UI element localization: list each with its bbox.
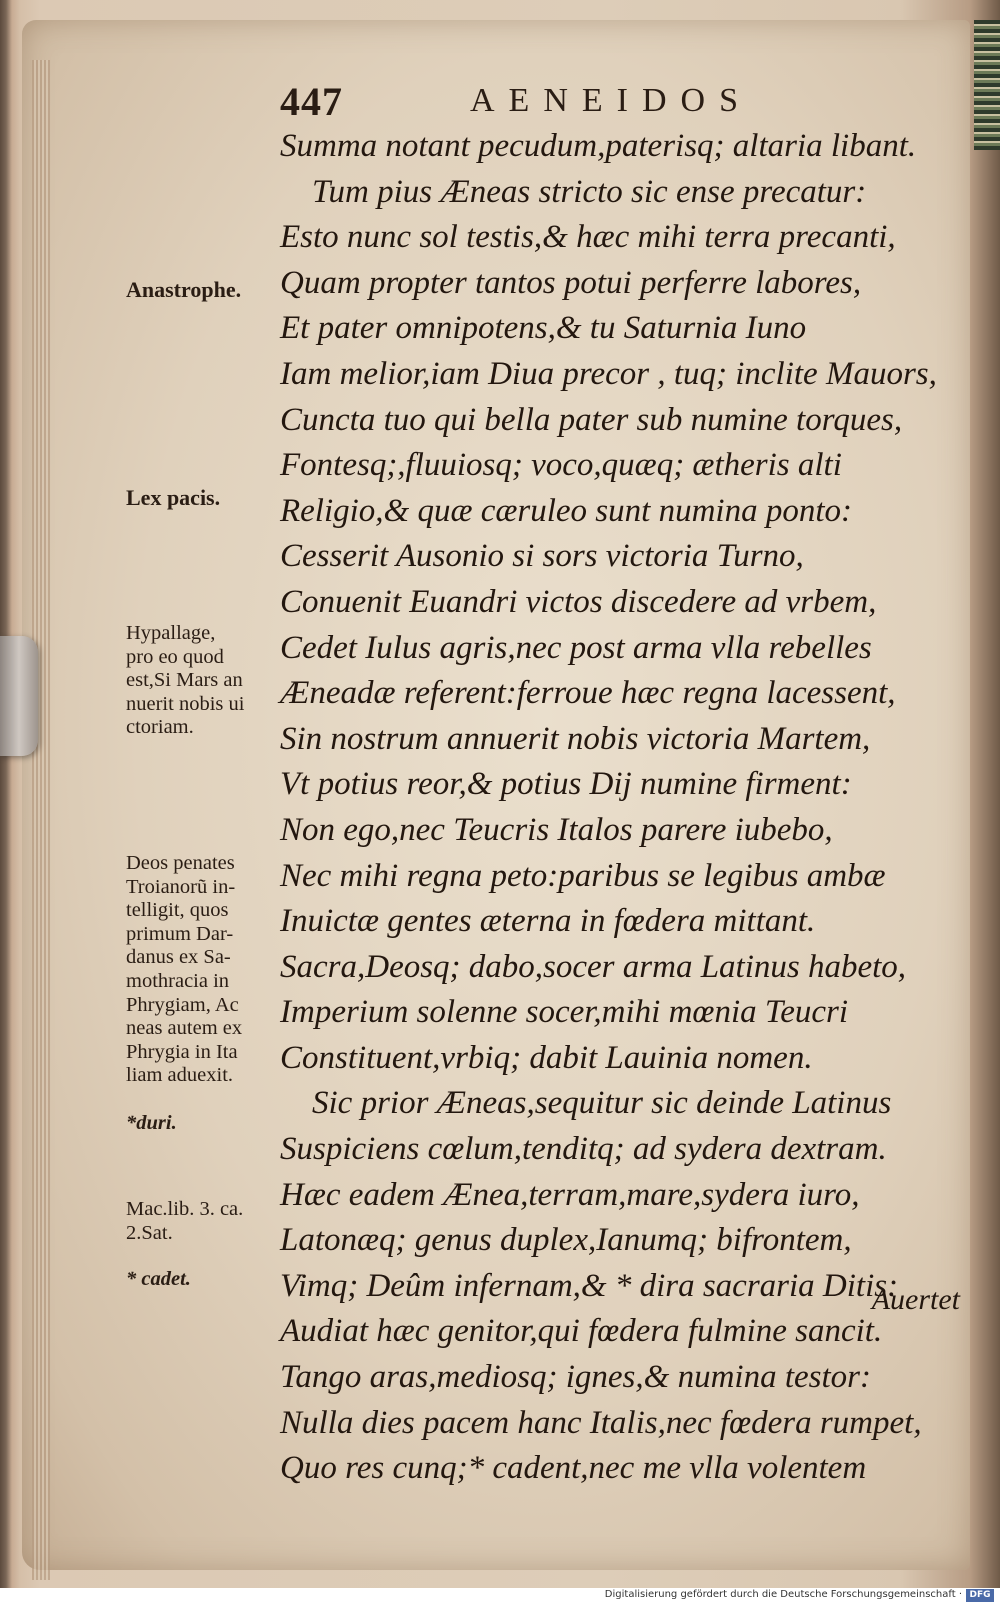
margin-note-line: liam aduexit. — [126, 1064, 234, 1087]
verse-line: Suspiciens cœlum,tenditq; ad sydera dextram. — [280, 1131, 887, 1168]
verse-line: Et pater omnipotens,& tu Saturnia Iuno — [280, 310, 807, 347]
page-number: 447 — [280, 79, 343, 124]
margin-note-line: pro eo quod — [126, 645, 224, 668]
verse-block — [280, 124, 970, 1492]
verse-line: Vt potius reor,& potius Dij numine firment: — [280, 766, 852, 803]
margin-note-line: Phrygiam, Ac — [126, 993, 239, 1016]
margin-note-duri: *duri. — [126, 1112, 177, 1134]
margin-note-deos-penates — [126, 852, 242, 1088]
margin-note-cadet: * cadet. — [126, 1268, 191, 1290]
page-header — [280, 78, 840, 130]
running-title: AENEIDOS — [470, 82, 752, 119]
verse-line: Summa notant pecudum,paterisq; altaria libant. — [280, 128, 917, 164]
verse-line: Iam melior,iam Diua precor , tuq; inclite Mauors, — [280, 355, 937, 392]
dfg-logo: DFG — [966, 1589, 994, 1602]
verse-line: Æneadæ referent:ferroue hæc regna lacessent, — [280, 675, 896, 712]
margin-note-line: Mac.lib. 3. ca. — [126, 1198, 244, 1220]
verse-line: Cedet Iulus agris,nec post arma vlla rebelles — [280, 629, 872, 666]
verse-line: Sic prior Æneas,sequitur sic deinde Latinus — [312, 1085, 892, 1122]
margin-note-line: Troianorũ in- — [126, 875, 236, 898]
margin-note-line: nuerit nobis ui — [126, 692, 245, 715]
margin-note-line: 2.Sat. — [126, 1221, 173, 1244]
margin-note-line: ctoriam. — [126, 716, 194, 739]
verse-line: Non ego,nec Teucris Italos parere iubebo, — [280, 811, 833, 848]
verse-line: Sacra,Deosq; dabo,socer arma Latinus habeto, — [280, 948, 907, 985]
verse-line: Audiat hæc genitor,qui fœdera fulmine sancit. — [280, 1313, 883, 1350]
margin-note-line: Deos penates — [126, 852, 235, 874]
page-edge — [32, 60, 50, 1580]
verse-line: Fontesq;,fluuiosq; voco,quæq; ætheris alti — [280, 447, 842, 484]
margin-note-anastrophe: Anastrophe. — [126, 277, 242, 302]
verse-line: Hæc eadem Ænea,terram,mare,sydera iuro, — [280, 1176, 860, 1213]
footer-credit: Digitalisierung gefördert durch die Deutsche Forschungsgemeinschaft · — [604, 1589, 962, 1600]
verse-line: Religio,& quæ cæruleo sunt numina ponto: — [280, 492, 852, 529]
margin-note-macrobius — [126, 1198, 243, 1245]
verse-line: Sin nostrum annuerit nobis victoria Martem, — [280, 720, 871, 757]
verse-line: Nulla dies pacem hanc Italis,nec fœdera rumpet, — [280, 1404, 922, 1441]
margin-note-line: mothracia in — [126, 969, 230, 992]
margin-note-hypallage — [126, 622, 244, 740]
margin-note-line: primum Dar- — [126, 922, 234, 945]
margin-note-line: neas autem ex — [126, 1017, 243, 1040]
verse-line: Conuenit Euandri victos discedere ad vrbem, — [280, 583, 877, 620]
verse-line: Vimq; Deûm infernam,& * dira sacraria Ditis: — [280, 1267, 899, 1304]
page-clip — [0, 636, 38, 756]
verse-line: Quo res cunq;* cadent,nec me vlla volentem — [280, 1450, 867, 1487]
margin-note-lex-pacis: Lex pacis. — [126, 485, 221, 510]
catchword: Auertet — [871, 1283, 960, 1316]
margin-note-line: danus ex Sa- — [126, 946, 231, 969]
verse-line: Tum pius Æneas stricto sic ense precatur: — [312, 173, 867, 210]
verse-line: Esto nunc sol testis,& hæc mihi terra precanti, — [280, 219, 896, 256]
verse-line: Constituent,vrbiq; dabit Lauinia nomen. — [280, 1039, 813, 1076]
verse-line: Inuictæ gentes æterna in fœdera mittant. — [280, 903, 816, 940]
margin-note-line: Phrygia in Ita — [126, 1040, 238, 1063]
verse-line: Quam propter tantos potui perferre labores, — [280, 264, 862, 301]
margin-note-line: est,Si Mars an — [126, 669, 243, 692]
margin-note-line: telligit, quos — [126, 899, 229, 922]
margin-note-line: Hypallage, — [126, 622, 216, 644]
verse-line: Nec mihi regna peto:paribus se legibus ambæ — [280, 857, 886, 894]
verse-line: Tango aras,mediosq; ignes,& numina testor: — [280, 1359, 871, 1396]
verse-line: Cesserit Ausonio si sors victoria Turno, — [280, 538, 804, 575]
verse-line: Latonæq; genus duplex,Ianumq; bifrontem, — [280, 1222, 852, 1259]
verse-line: Imperium solenne socer,mihi mœnia Teucri — [280, 994, 848, 1031]
verse-line: Cuncta tuo qui bella pater sub numine torques, — [280, 401, 903, 438]
bookmark-ribbon — [974, 20, 1000, 150]
